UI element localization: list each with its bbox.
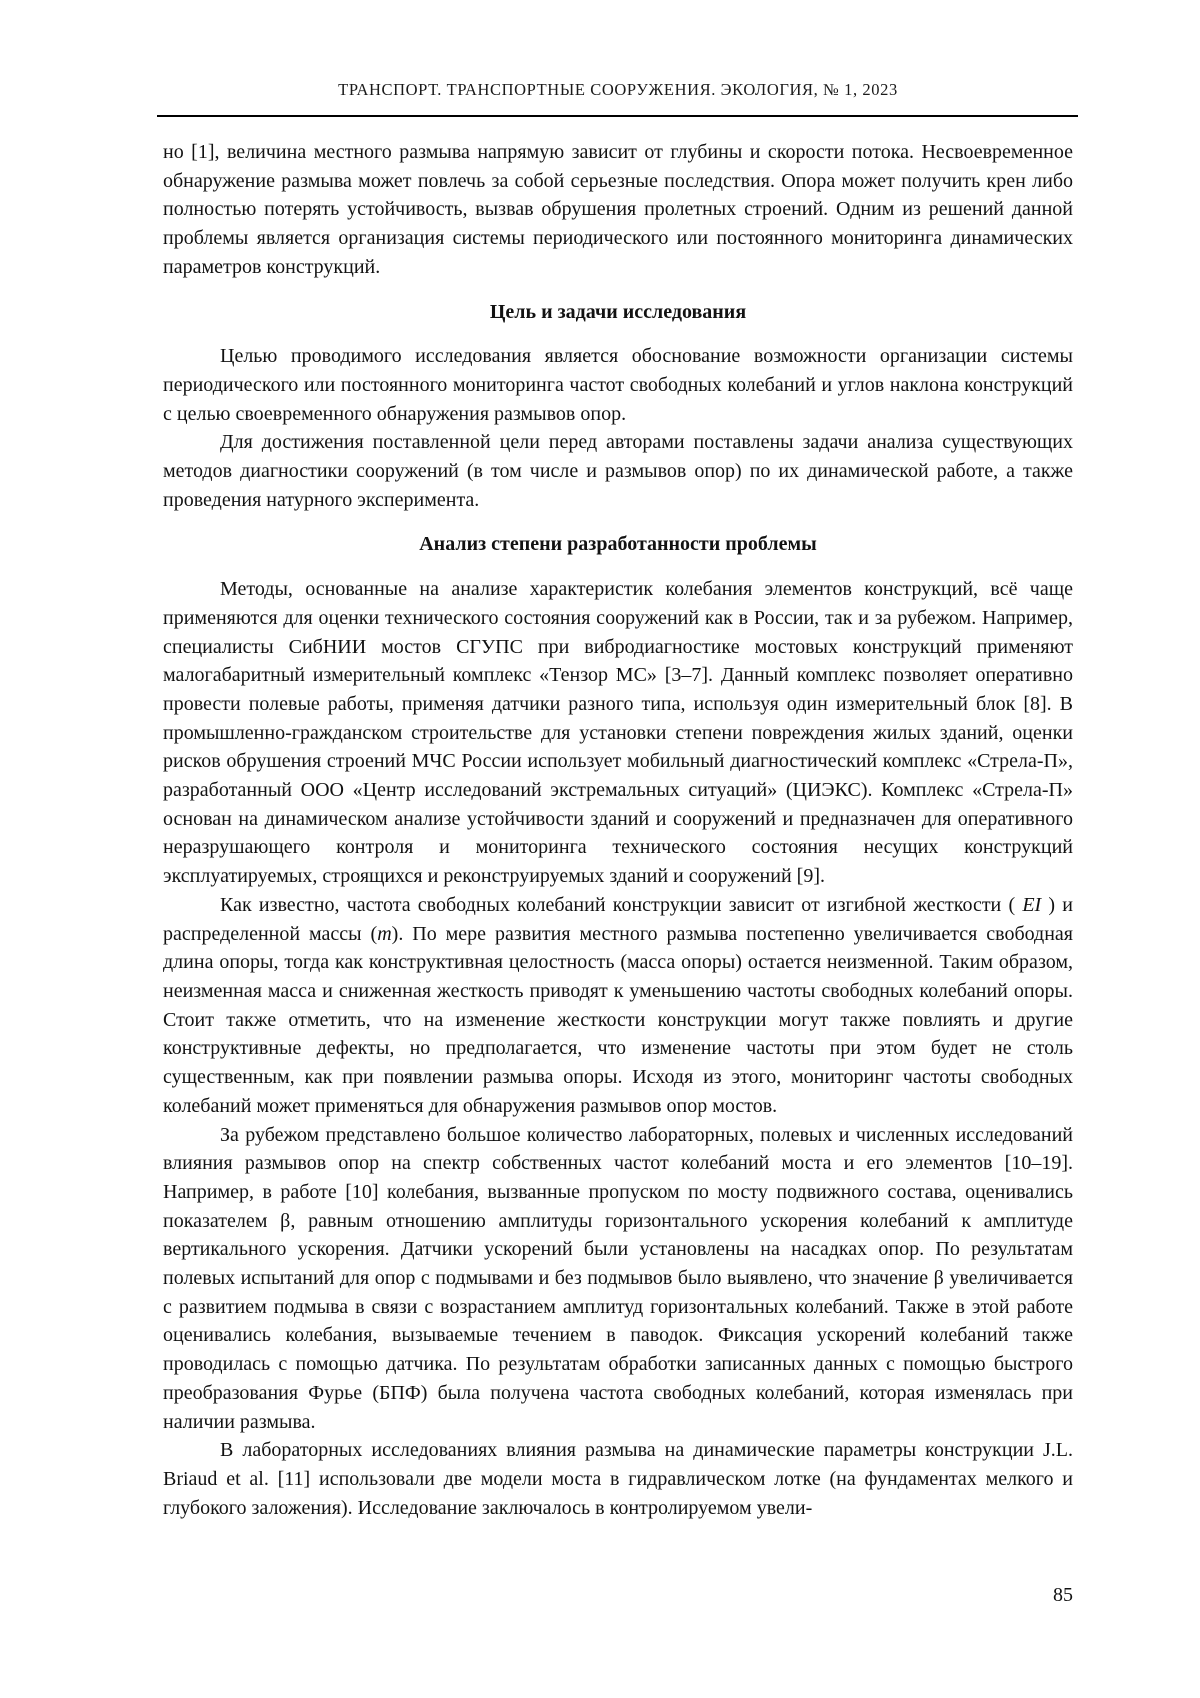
- section-heading-goals: Цель и задачи исследования: [489, 300, 747, 323]
- body-paragraph-lab-research: В лабораторных исследованиях влияния размыва на динамические параметры конструкции J.L. Briaud et al. [11] использовали две модели моста в гидравлическом лотке (на фундаментах мелкого и глубокого заложения). Исследование заключалось в контролируемом увели-: [163, 1439, 1073, 1519]
- body-paragraph-methods: Методы, основанные на анализе характеристик колебания элементов конструкций, всё чаще применяются для оценки технического состояния сооружений как в России, так и за рубежом. Например, специалисты СибНИИ мостов СГУПС при вибродиагностике мостовых конструкций применяют малогабаритный измерительный комплекс «Тензор МС» [3–7]. Данный комплекс позволяет оперативно провести полевые работы, применяя датчики разного типа, используя один измерительный блок [8]. В промышленно-гражданском строительстве для установки степени повреждения жилых зданий, оценки рисков обрушения строений МЧС России использует мобильный диагностический комплекс «Стрела-П», разработанный ООО «Центр исследований экстремальных ситуаций» (ЦИЭКС). Комплекс «Стрела-П» основан на динамическом анализе устойчивости зданий и сооружений и предназначен для оперативного неразрушающего контроля и мониторинга технического состояния несущих конструкций эксплуатируемых, строящихся и реконструируемых зданий и сооружений [9].: [163, 578, 1073, 888]
- page-number: 85: [1053, 1584, 1073, 1606]
- header-rule: [157, 115, 1078, 117]
- paragraph-text-run: ) и распределенной массы (: [163, 893, 1073, 945]
- body-paragraph-frequency: [163, 891, 1073, 1121]
- paragraph-text-run: ). По мере развития местного размыва постепенно увеличивается свободная длина опоры, тогда как конструктивная целостность (масса опоры) остается неизменной. Таким образом, неизменная масса и сниженная жесткость приводят к уменьшению частоты свободных колебаний опоры. Стоит также отметить, что на изменение жесткости конструкции могут также повлиять и другие конструктивные дефекты, но предполагается, что изменение частоты при этом будет не столь существенным, как при появлении размыва опоры. Исходя из этого, мониторинг частоты свободных колебаний может применяться для обнаружения размывов опор мостов.: [163, 922, 1074, 1117]
- body-paragraph-foreign-research: За рубежом представлено большое количество лабораторных, полевых и численных исследований влияния размывов опор на спектр собственных частот колебаний моста и его элементов [10–19]. Например, в работе [10] колебания, вызванные пропуском по мосту подвижного состава, оценивались показателем β, равным отношению амплитуды горизонтального ускорения колебаний к амплитуде вертикального ускорения. Датчики ускорений были установлены на насадках опор. По результатам полевых испытаний для опор с подмывами и без подмывов было выявлено, что значение β увеличивается с развитием подмыва в связи с возрастанием амплитуд горизонтальных колебаний. Также в этой работе оценивались колебания, вызываемые течением в паводок. Фиксация ускорений колебаний также проводилась с помощью датчика. По результатам обработки записанных данных с помощью быстрого преобразования Фурье (БПФ) была получена частота свободных колебаний, которая изменялась при наличии размыва.: [163, 1123, 1073, 1433]
- body-paragraph-goal: Целью проводимого исследования является обоснование возможности организации системы периодического или постоянного мониторинга частот свободных колебаний и углов наклона конструкций с целью своевременного обнаружения размывов опор.: [163, 345, 1073, 425]
- journal-header: ТРАНСПОРТ. ТРАНСПОРТНЫЕ СООРУЖЕНИЯ. ЭКОЛОГИЯ, № 1, 2023: [338, 80, 898, 99]
- body-paragraph-tasks: Для достижения поставленной цели перед авторами поставлены задачи анализа существующих методов диагностики сооружений (в том числе и размывов опор) по их динамической работе, а также проведения натурного эксперимента.: [163, 431, 1073, 511]
- body-paragraph-intro: но [1], величина местного размыва напрямую зависит от глубины и скорости потока. Несвоевременное обнаружение размыва может повлечь за собой серьезные последствия. Опора может получить крен либо полностью потерять устойчивость, вызвав обрушения пролетных строений. Одним из решений данной проблемы является организация системы периодического или постоянного мониторинга динамических параметров конструкций.: [163, 141, 1073, 278]
- article-body: [163, 138, 1073, 1522]
- paragraph-text-run: Как известно, частота свободных колебаний конструкции зависит от изгибной жесткости (: [220, 893, 1023, 916]
- variable-ei: EI: [1022, 893, 1042, 916]
- section-heading-analysis: Анализ степени разработанности проблемы: [419, 533, 817, 556]
- variable-m: m: [377, 922, 392, 945]
